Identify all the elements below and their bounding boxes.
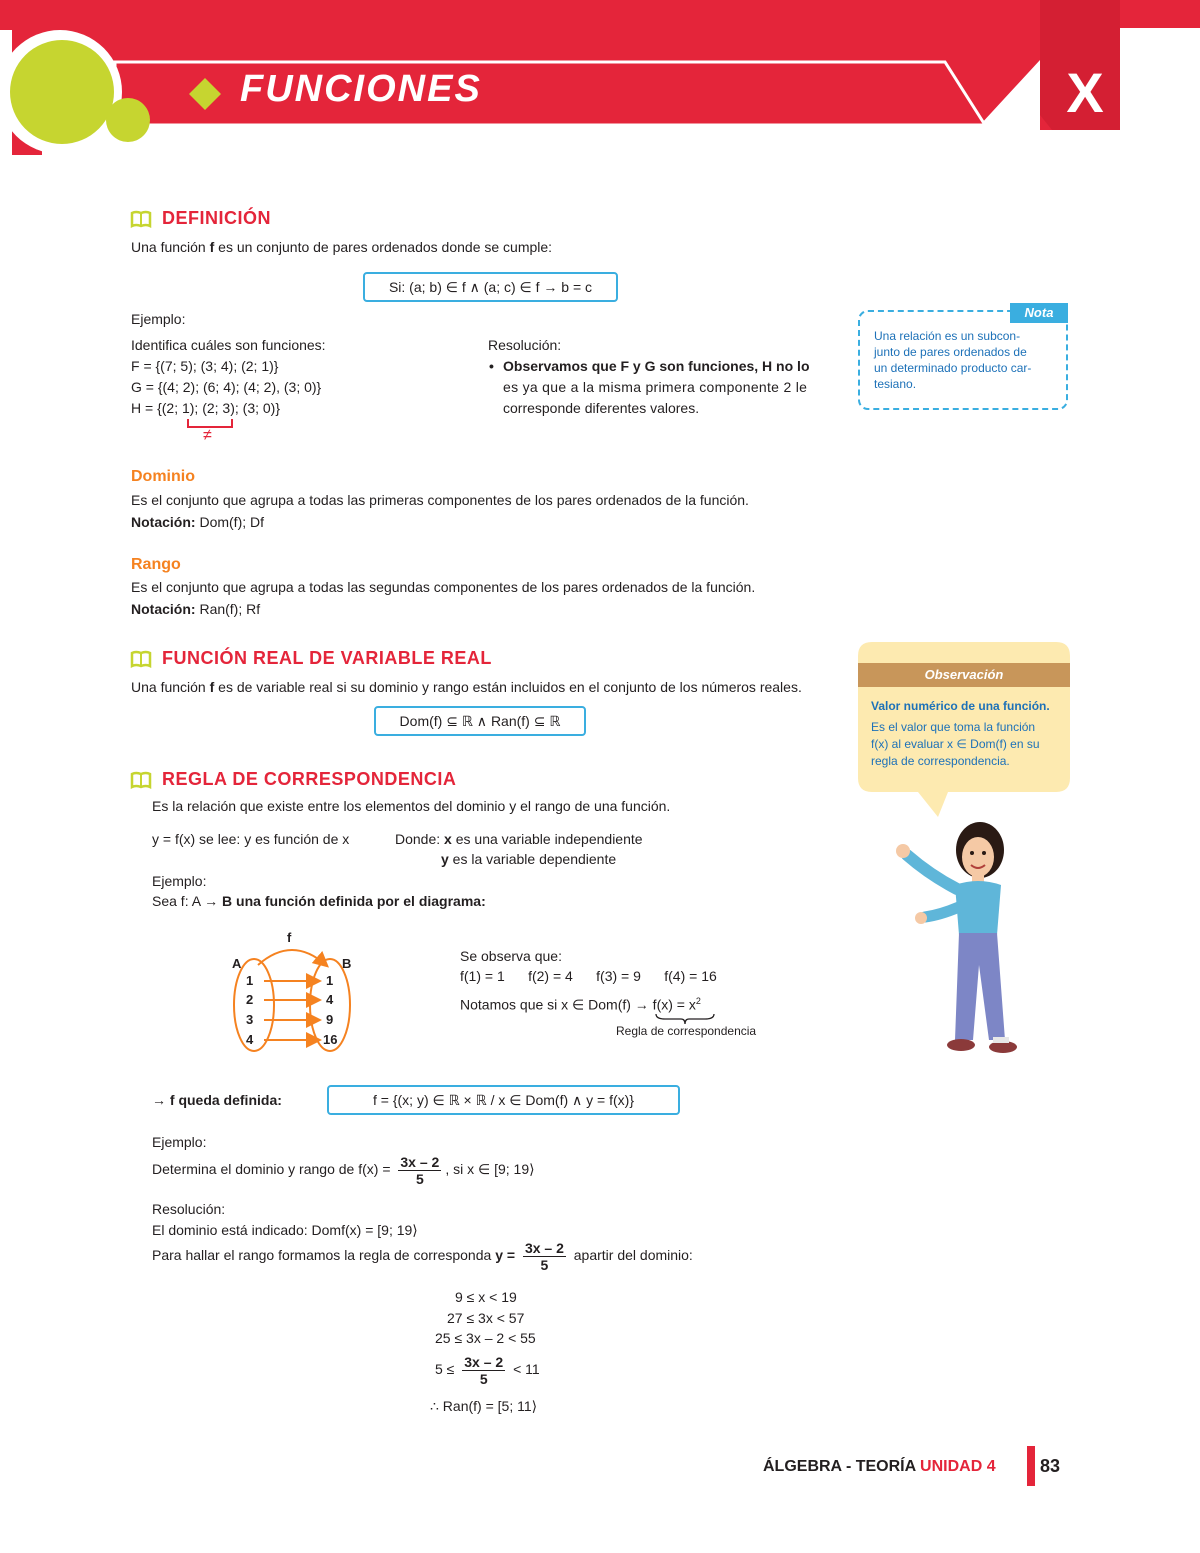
book-icon (130, 650, 152, 673)
se-observa: Se observa que: (460, 948, 562, 964)
ejemplo2-resolucion: Resolución: (152, 1201, 226, 1217)
diagram-a-2: 2 (246, 992, 254, 1007)
nota-label: Nota (1010, 303, 1068, 323)
ejemplo-label: Ejemplo: (131, 311, 186, 327)
dominio-notacion: Notación: Dom(f); Df (131, 514, 265, 530)
diagram-a-4: 4 (246, 1032, 254, 1047)
regla-label: Regla de correspondencia (616, 1024, 757, 1038)
ejemplo2-label: Ejemplo: (152, 1134, 207, 1150)
page-title: FUNCIONES (240, 68, 482, 110)
observacion-text1: Es el valor que toma la función (871, 720, 1036, 734)
subtitle-dominio: Dominio (131, 468, 195, 485)
notamos-text: Notamos que si x ∈ $Dom(f) \to f(x) = x^2$ (460, 996, 701, 1013)
set-G: G = {(4; 2); (6; 4); (4; 2), (3; 0)} (131, 379, 322, 395)
diagram-b-1: 1 (326, 973, 334, 988)
nota-text2: junto de pares ordenados de (874, 345, 1027, 359)
section-title-funcion-real: FUNCIÓN REAL DE VARIABLE REAL (162, 648, 492, 668)
regla-ejemplo: Ejemplo: (152, 873, 207, 889)
resolucion-line1: Observamos que F y G son funciones, H no lo (503, 358, 810, 374)
regla-donde-y: y es la variable dependiente (441, 851, 617, 867)
arrow-diagram (230, 930, 360, 1055)
rango-notacion: Notación: Ran(f); Rf (131, 601, 261, 617)
regla-donde-x: Donde: x es una variable independiente (395, 831, 643, 847)
observed-values: f(1) = 1 f(2) = 4 f(3) = 9 f(4) = 16 (460, 968, 717, 984)
nota-text3: un determinado producto car- (874, 361, 1032, 375)
page-number: 83 (1040, 1456, 1061, 1476)
diagram-a-3: 3 (246, 1012, 254, 1027)
diagram-f-label: f (287, 930, 292, 945)
funcion-real-text: Una función f es de variable real si su dominio y rango están incluidos en el conjunto de los números reales. (131, 679, 802, 695)
diagram-b-16: 16 (323, 1032, 338, 1047)
set-F: F = {(7; 5); (3; 4); (2; 1)} (131, 358, 279, 374)
nota-text1: Una relación es un subcon- (874, 329, 1021, 343)
footer-subject: ÁLGEBRA - TEORÍA UNIDAD 4 (763, 1458, 996, 1475)
ejemplo2-dominio: El dominio está indicado: Domf(x) = [9; 19⟩ (152, 1222, 418, 1238)
chapter-letter: X (1066, 61, 1104, 124)
observacion-text3: regla de correspondencia. (871, 754, 1010, 768)
funcion-real-formula-box: Dom(f) ⊆ ℝ ∧ Ran(f) ⊆ ℝ (374, 706, 586, 736)
subtitle-rango: Rango (131, 556, 181, 573)
step-1: 9 ≤ x < 19 (455, 1289, 517, 1305)
step-3: 25 ≤ 3x – 2 < 55 (435, 1330, 536, 1346)
ejemplo2-para: Para hallar el rango formamos la regla de corresponda y = $\frac{3x - 2}{5}$ apartir del dominio: (152, 1239, 693, 1273)
regla-sea: Sea f: A → B una función definida por el diagrama: (152, 893, 486, 909)
regla-intro: Es la relación que existe entre los elementos del dominio y el rango de una función. (152, 798, 671, 814)
diagram-a-1: 1 (246, 973, 254, 988)
ejemplo2-determina: Determina el dominio y rango de f(x) = $\frac{3x - 2}{5}$ , si x ∈ [9; 19⟩ (152, 1153, 535, 1187)
footer-divider (1027, 1446, 1035, 1486)
fraction: $\frac{3x - 2}{5}$ (464, 1353, 504, 1387)
neq-symbol: ≠ (203, 427, 212, 444)
resolucion-label: Resolución: (488, 337, 562, 353)
book-icon (130, 771, 152, 794)
nota-box (858, 310, 1068, 410)
diagram-A-label: A (232, 956, 242, 971)
book-icon (130, 210, 152, 233)
diagram-B-label: B (342, 956, 352, 971)
fraction: $\frac{3x - 2}{5}$ (400, 1153, 440, 1187)
nota-text4: tesiano. (874, 377, 917, 391)
diagram-b-9: 9 (326, 1012, 334, 1027)
observacion-title: Valor numérico de una función. (871, 699, 1050, 713)
observacion-label: Observación (858, 663, 1070, 687)
bullet-icon: • (489, 358, 494, 374)
dominio-text: Es el conjunto que agrupa a todas las primeras componentes de los pares ordenados de la función. (131, 492, 749, 508)
resolucion-line3: corresponde diferentes valores. (503, 400, 700, 416)
rango-text: Es el conjunto que agrupa a todas las segundas componentes de los pares ordenados de la función. (131, 579, 756, 595)
identifica-text: Identifica cuáles son funciones: (131, 337, 326, 353)
header-banner (0, 0, 1200, 160)
step-4: 5 ≤ $\frac{3x - 2}{5}$ < 11 (435, 1353, 540, 1387)
set-H: H = {(2; 1); (2; 3); (3; 0)} (131, 400, 281, 416)
diagram-b-4: 4 (326, 992, 334, 1007)
queda-label: → f queda definida: (152, 1092, 282, 1108)
section-title-definicion: DEFINICIÓN (162, 208, 272, 228)
observacion-text2: f(x) al evaluar x ∈ Dom(f) en su (871, 737, 1040, 751)
fraction: $\frac{3x - 2}{5}$ (524, 1239, 564, 1273)
regla-yfx: y = f(x) se lee: y es función de x (152, 831, 350, 847)
definicion-intro: Una función f es un conjunto de pares ordenados donde se cumple: (131, 239, 553, 255)
definicion-formula-box: Si: (a; b) ∈ f ∧ (a; c) ∈ f → b = c (363, 272, 618, 302)
teacher-illustration (885, 815, 1035, 1085)
header-graphic (0, 0, 1200, 160)
resolucion-line2: es ya que a la misma primera componente 2 le (503, 379, 808, 395)
step-2: 27 ≤ 3x < 57 (447, 1310, 525, 1326)
queda-formula-box: f = {(x; y) ∈ ℝ × ℝ / x ∈ Dom(f) ∧ y = f(x)} (327, 1085, 680, 1115)
step-5: ∴ Ran(f) = [5; 11⟩ (430, 1398, 538, 1414)
section-title-regla: REGLA DE CORRESPONDENCIA (162, 769, 457, 789)
